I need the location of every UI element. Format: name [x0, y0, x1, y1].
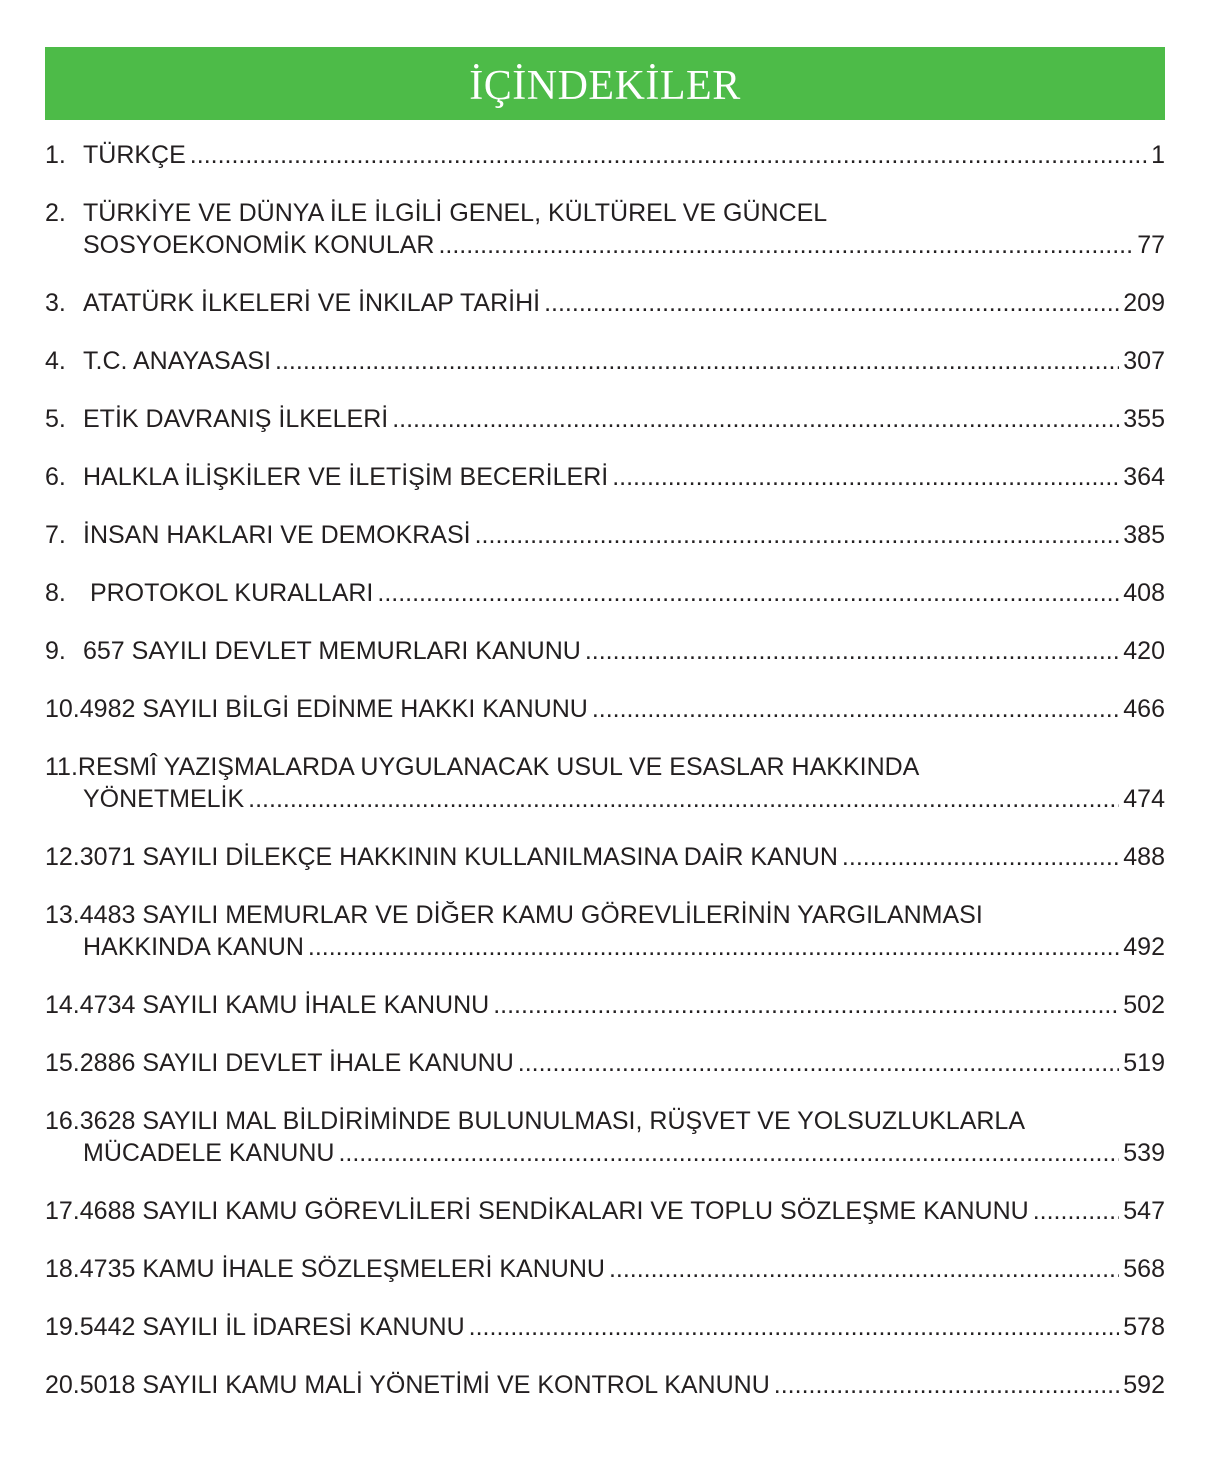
- toc-entry[interactable]: [45, 841, 1165, 873]
- dot-leader: [609, 1253, 1119, 1285]
- toc-entry[interactable]: [45, 751, 1165, 815]
- dot-leader: [592, 693, 1119, 725]
- dot-leader: [377, 577, 1119, 609]
- toc-entry-line: [45, 1105, 1165, 1137]
- toc-entry-number: 2.: [45, 199, 66, 227]
- toc-entry-line: [45, 635, 1165, 667]
- toc-entry-title: 5442 SAYILI İL İDARESİ KANUNU: [79, 1313, 465, 1341]
- toc-entry-page-number: 492: [1123, 933, 1165, 961]
- toc-entry-page-number: 408: [1123, 579, 1165, 607]
- dot-leader: [1033, 1195, 1120, 1227]
- toc-entry[interactable]: [45, 519, 1165, 551]
- toc-entry-line: [45, 519, 1165, 551]
- dot-leader: [308, 931, 1119, 963]
- dot-leader: [518, 1047, 1120, 1079]
- toc-entry[interactable]: [45, 287, 1165, 319]
- dot-leader: [438, 229, 1133, 261]
- toc-entry-title: MÜCADELE KANUNU: [83, 1139, 335, 1167]
- toc-entry[interactable]: [45, 345, 1165, 377]
- toc-entry-title: 4735 KAMU İHALE SÖZLEŞMELERİ KANUNU: [79, 1255, 605, 1283]
- toc-entry[interactable]: [45, 1195, 1165, 1227]
- toc-entry-page-number: 307: [1123, 347, 1165, 375]
- toc-entry-title: 4982 SAYILI BİLGİ EDİNME HAKKI KANUNU: [79, 695, 588, 723]
- dot-leader: [585, 635, 1119, 667]
- dot-leader: [338, 1137, 1119, 1169]
- toc-entry-page-number: 519: [1123, 1049, 1165, 1077]
- toc-entry-title: 4483 SAYILI MEMURLAR VE DİĞER KAMU GÖREVLİLERİNİN YARGILANMASI: [79, 901, 983, 929]
- toc-entry-title: SOSYOEKONOMİK KONULAR: [83, 231, 435, 259]
- dot-leader: [612, 461, 1119, 493]
- toc-entry-title: ATATÜRK İLKELERİ VE İNKILAP TARİHİ: [83, 289, 541, 317]
- toc-entry-title: PROTOKOL KURALLARI: [83, 579, 374, 607]
- toc-entry-page-number: 385: [1123, 521, 1165, 549]
- toc-entry-title: 3628 SAYILI MAL BİLDİRİMİNDE BULUNULMASI, RÜŞVET VE YOLSUZLUKLARLA: [79, 1107, 1026, 1135]
- toc-entry[interactable]: [45, 461, 1165, 493]
- toc-entry-number: 18.: [45, 1255, 80, 1283]
- toc-entry-number: 11.: [45, 753, 78, 781]
- toc-entry-page-number: 502: [1123, 991, 1165, 1019]
- toc-entry[interactable]: [45, 403, 1165, 435]
- toc-entry-number: 12.: [45, 843, 80, 871]
- toc-entry-page-number: 539: [1123, 1139, 1165, 1167]
- toc-entry-title: TÜRKÇE: [83, 141, 186, 169]
- toc-entry-number: 6.: [45, 463, 66, 491]
- toc-entry-number: 16.: [45, 1107, 80, 1135]
- toc-entry-page-number: 364: [1123, 463, 1165, 491]
- toc-entry-page-number: 355: [1123, 405, 1165, 433]
- toc-entry-line: [45, 577, 1165, 609]
- page-title: İÇİNDEKİLER: [469, 62, 741, 109]
- toc-entry-title: T.C. ANAYASASI: [83, 347, 272, 375]
- toc-entry-line: [45, 1311, 1165, 1343]
- toc-entry-number: 15.: [45, 1049, 80, 1077]
- toc-entry-page-number: 1: [1151, 141, 1165, 169]
- toc-entry[interactable]: [45, 139, 1165, 171]
- toc-entry-line: [45, 1047, 1165, 1079]
- toc-list: [45, 139, 1165, 1401]
- dot-leader: [469, 1311, 1120, 1343]
- toc-entry[interactable]: [45, 1253, 1165, 1285]
- dot-leader: [544, 287, 1119, 319]
- toc-entry-number: 17.: [45, 1197, 80, 1225]
- toc-entry-line: [45, 1253, 1165, 1285]
- toc-entry-line: [45, 139, 1165, 171]
- toc-entry-line: [45, 1195, 1165, 1227]
- toc-page: [45, 47, 1165, 1427]
- toc-entry-continuation: [45, 931, 1165, 963]
- title-banner: [45, 47, 1165, 120]
- toc-entry-line: [45, 287, 1165, 319]
- toc-entry-number: 5.: [45, 405, 66, 433]
- toc-entry[interactable]: [45, 1311, 1165, 1343]
- toc-entry[interactable]: [45, 1369, 1165, 1401]
- toc-entry[interactable]: [45, 899, 1165, 963]
- toc-entry[interactable]: [45, 197, 1165, 261]
- toc-entry-continuation: [45, 1137, 1165, 1169]
- toc-entry-number: 14.: [45, 991, 80, 1019]
- toc-entry-continuation: [45, 783, 1165, 815]
- toc-entry-page-number: 488: [1123, 843, 1165, 871]
- toc-entry-title: 4688 SAYILI KAMU GÖREVLİLERİ SENDİKALARI VE TOPLU SÖZLEŞME KANUNU: [79, 1197, 1029, 1225]
- toc-entry-page-number: 420: [1123, 637, 1165, 665]
- toc-entry[interactable]: [45, 1047, 1165, 1079]
- toc-entry-line: [45, 751, 1165, 783]
- toc-entry-line: [45, 461, 1165, 493]
- dot-leader: [392, 403, 1119, 435]
- toc-entry-number: 7.: [45, 521, 66, 549]
- toc-entry[interactable]: [45, 989, 1165, 1021]
- toc-entry-number: 8.: [45, 579, 66, 607]
- toc-entry-number: 1.: [45, 141, 66, 169]
- toc-entry-title: TÜRKİYE VE DÜNYA İLE İLGİLİ GENEL, KÜLTÜREL VE GÜNCEL: [83, 199, 828, 227]
- toc-entry-line: [45, 345, 1165, 377]
- toc-entry-line: [45, 693, 1165, 725]
- toc-entry-number: 20.: [45, 1371, 80, 1399]
- toc-entry-page-number: 547: [1123, 1197, 1165, 1225]
- toc-entry-title: 657 SAYILI DEVLET MEMURLARI KANUNU: [83, 637, 581, 665]
- toc-entry-page-number: 77: [1137, 231, 1165, 259]
- toc-entry-continuation: [45, 229, 1165, 261]
- toc-entry-number: 3.: [45, 289, 66, 317]
- dot-leader: [842, 841, 1119, 873]
- dot-leader: [493, 989, 1119, 1021]
- toc-entry-title: YÖNETMELİK: [83, 785, 245, 813]
- toc-entry-line: [45, 403, 1165, 435]
- toc-entry-title: 3071 SAYILI DİLEKÇE HAKKININ KULLANILMASINA DAİR KANUN: [79, 843, 838, 871]
- toc-entry-title: 4734 SAYILI KAMU İHALE KANUNU: [79, 991, 490, 1019]
- toc-entry-title: HAKKINDA KANUN: [83, 933, 304, 961]
- toc-entry-number: 10.: [45, 695, 80, 723]
- toc-entry-line: [45, 899, 1165, 931]
- dot-leader: [275, 345, 1119, 377]
- toc-entry-title: HALKLA İLİŞKİLER VE İLETİŞİM BECERİLERİ: [83, 463, 609, 491]
- toc-entry-title: 5018 SAYILI KAMU MALİ YÖNETİMİ VE KONTROL KANUNU: [79, 1371, 770, 1399]
- toc-entry-page-number: 578: [1123, 1313, 1165, 1341]
- toc-entry-number: 4.: [45, 347, 66, 375]
- toc-entry-title: İNSAN HAKLARI VE DEMOKRASİ: [83, 521, 471, 549]
- toc-entry-line: [45, 989, 1165, 1021]
- toc-entry-page-number: 466: [1123, 695, 1165, 723]
- toc-entry-page-number: 474: [1123, 785, 1165, 813]
- toc-entry-title: RESMÎ YAZIŞMALARDA UYGULANACAK USUL VE ESASLAR HAKKINDA: [77, 753, 920, 781]
- dot-leader: [774, 1369, 1120, 1401]
- toc-entry-title: 2886 SAYILI DEVLET İHALE KANUNU: [79, 1049, 514, 1077]
- dot-leader: [248, 783, 1119, 815]
- toc-entry-title: ETİK DAVRANIŞ İLKELERİ: [83, 405, 389, 433]
- toc-entry-number: 9.: [45, 637, 66, 665]
- toc-entry[interactable]: [45, 1105, 1165, 1169]
- toc-entry-number: 13.: [45, 901, 80, 929]
- toc-entry[interactable]: [45, 577, 1165, 609]
- toc-entry[interactable]: [45, 635, 1165, 667]
- toc-entry-line: [45, 841, 1165, 873]
- dot-leader: [475, 519, 1120, 551]
- toc-entry-page-number: 592: [1123, 1371, 1165, 1399]
- toc-entry-line: [45, 197, 1165, 229]
- toc-entry-line: [45, 1369, 1165, 1401]
- toc-entry[interactable]: [45, 693, 1165, 725]
- dot-leader: [190, 139, 1147, 171]
- toc-entry-number: 19.: [45, 1313, 80, 1341]
- toc-entry-page-number: 568: [1123, 1255, 1165, 1283]
- toc-entry-page-number: 209: [1123, 289, 1165, 317]
